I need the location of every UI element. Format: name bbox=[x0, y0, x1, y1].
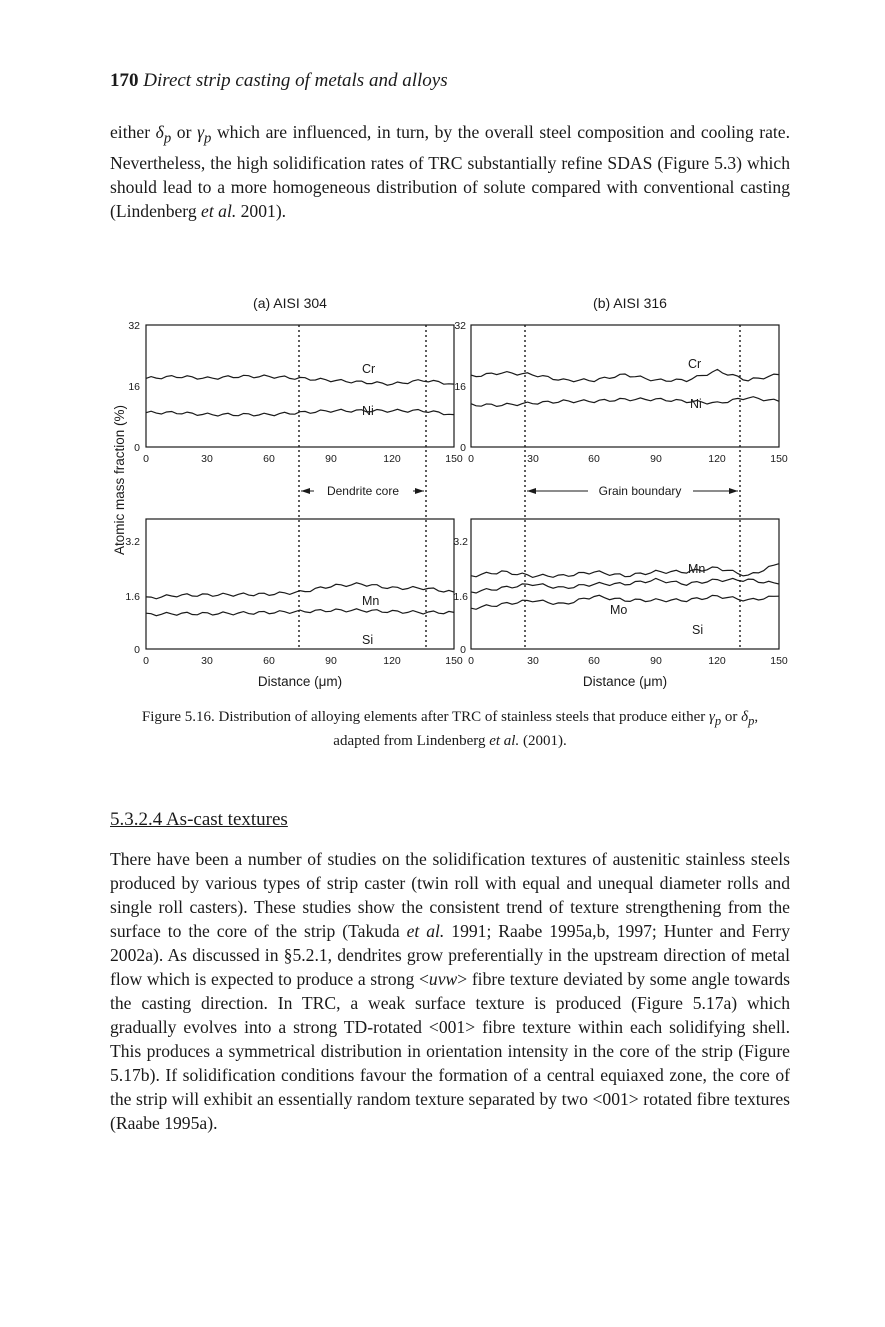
paragraph-textures: There have been a number of studies on the solidification textures of austenitic stainless steels produced by various types of strip caster (twin roll with equal and unequal diameter rolls and single roll casters). These studies show the consistent trend of texture strengthening from the surface to the core of the strip (Takuda et al. 1991; Raabe 1995a,b, 1997; Hunter and Ferry 2002a). As discussed in §5.2.1, dendrites grow preferentially in the upstream direction of metal flow which is expected to produce a strong <uvw> fibre texture deviated by some angle towards the casting direction. In TRC, a weak surface texture is produced (Figure 5.17a) which gradually evolves into a strong TD-rotated <001> fibre texture within each solidifying shell. This produces a symmetrical distribution in orientation intensity in the core of the strip (Figure 5.17b). If solidification conditions favour the formation of a central equiaxed zone, the core of the strip will exhibit an essentially random texture separated by two <001> rotated fibre textures (Raabe 1995a). bbox=[110, 849, 790, 1133]
label-cr-a: Cr bbox=[362, 362, 376, 376]
ytick-a-0: 0 bbox=[134, 442, 140, 454]
ytick-b-32: 32 bbox=[454, 320, 466, 332]
series-line-ni-2 bbox=[471, 397, 779, 407]
dendrite-core-arrowhead-right bbox=[415, 488, 424, 494]
series-line-cr-2 bbox=[471, 369, 779, 381]
running-header bbox=[110, 70, 448, 92]
ytick-a-16: 16 bbox=[128, 381, 140, 393]
series-line-mn-3 bbox=[471, 564, 779, 578]
panel-a-title: (a) AISI 304 bbox=[253, 295, 327, 311]
series-line-ni-0 bbox=[146, 409, 454, 416]
xtick-a-top-120: 120 bbox=[383, 453, 401, 465]
panel-b-title: (b) AISI 316 bbox=[593, 295, 667, 311]
xtick-b-bot-60: 60 bbox=[588, 655, 600, 667]
label-mo-b: Mo bbox=[610, 603, 628, 617]
ytick-a-3-2: 3.2 bbox=[125, 536, 140, 548]
ytick-a-32: 32 bbox=[128, 320, 140, 332]
xtick-b-bot-120: 120 bbox=[708, 655, 726, 667]
series-line-cr-0 bbox=[146, 375, 454, 385]
xtick-a-bot-90: 90 bbox=[325, 655, 337, 667]
xtick-b-top-150: 150 bbox=[770, 453, 788, 465]
x-axis-title-b: Distance (μm) bbox=[582, 674, 668, 689]
xtick-a-bot-150: 150 bbox=[445, 655, 463, 667]
xtick-b-top-90: 90 bbox=[650, 453, 662, 465]
xtick-b-top-30: 30 bbox=[527, 453, 539, 465]
y-axis-title: Atomic mass fraction (%) bbox=[112, 404, 127, 556]
xtick-a-top-90: 90 bbox=[325, 453, 337, 465]
running-title: Direct strip casting of metals and alloys bbox=[143, 70, 448, 91]
xtick-b-bot-0: 0 bbox=[468, 655, 474, 667]
xtick-b-top-120: 120 bbox=[708, 453, 726, 465]
xtick-a-bot-0: 0 bbox=[143, 655, 149, 667]
label-si-b: Si bbox=[692, 623, 704, 637]
grain-boundary-arrowhead-left bbox=[527, 488, 536, 494]
frame-b-bottom bbox=[471, 519, 779, 649]
xtick-b-bot-90: 90 bbox=[650, 655, 662, 667]
frame-b-top bbox=[471, 325, 779, 447]
dendrite-core-label: Dendrite core bbox=[326, 484, 400, 498]
dendrite-core-arrowhead-left bbox=[301, 488, 310, 494]
label-si-a: Si bbox=[362, 633, 374, 647]
grain-boundary-label: Grain boundary bbox=[598, 484, 682, 498]
ytick-b-16: 16 bbox=[454, 381, 466, 393]
section-heading: 5.3.2.4 As-cast textures bbox=[110, 809, 288, 830]
xtick-b-top-60: 60 bbox=[588, 453, 600, 465]
label-mn-b: Mn bbox=[688, 562, 706, 576]
label-ni-b: Ni bbox=[690, 397, 702, 411]
ytick-b-3-2: 3.2 bbox=[453, 536, 468, 548]
xtick-b-top-0: 0 bbox=[468, 453, 474, 465]
label-cr-b: Cr bbox=[688, 357, 702, 371]
xtick-a-top-60: 60 bbox=[263, 453, 275, 465]
xtick-a-bot-60: 60 bbox=[263, 655, 275, 667]
xtick-a-top-30: 30 bbox=[201, 453, 213, 465]
xtick-b-bot-150: 150 bbox=[770, 655, 788, 667]
series-line-si-1 bbox=[146, 609, 454, 616]
ytick-b-0: 0 bbox=[460, 442, 466, 454]
label-ni-a: Ni bbox=[362, 404, 374, 418]
ytick-a-0-bottom: 0 bbox=[134, 644, 140, 656]
xtick-b-bot-30: 30 bbox=[527, 655, 539, 667]
grain-boundary-arrowhead-right bbox=[729, 488, 738, 494]
xtick-a-top-0: 0 bbox=[143, 453, 149, 465]
ytick-b-0-bottom: 0 bbox=[460, 644, 466, 656]
frame-a-top bbox=[146, 325, 454, 447]
label-mn-a: Mn bbox=[362, 594, 380, 608]
figure-caption: Figure 5.16. Distribution of alloying elements after TRC of stainless steels that produce either $\gamma_p$ or $\delta_p$, adapted from Lindenberg et al. (2001). bbox=[141, 709, 759, 749]
page-number: 170 bbox=[110, 70, 139, 91]
series-line-mn-1 bbox=[146, 583, 454, 599]
paragraph-intro: either $\delta_p$ or $\gamma_p$ which are influenced, in turn, by the overall steel composition and cooling rate. Nevertheless, the high solidification rates of TRC substantially refine SDAS (Figure 5.3) which should lead to a more homogeneous distribution of solute compared with conventional casting (Lindenberg et al. 2001). bbox=[110, 122, 790, 221]
xtick-a-bot-30: 30 bbox=[201, 655, 213, 667]
x-axis-title-a: Distance (μm) bbox=[257, 674, 343, 689]
frame-a-bottom bbox=[146, 519, 454, 649]
figure-5-16 bbox=[100, 290, 800, 700]
series-line-mo-3 bbox=[471, 578, 779, 593]
ytick-b-1-6: 1.6 bbox=[453, 591, 468, 603]
xtick-a-bot-120: 120 bbox=[383, 655, 401, 667]
ytick-a-1-6: 1.6 bbox=[125, 591, 140, 603]
xtick-a-top-150: 150 bbox=[445, 453, 463, 465]
